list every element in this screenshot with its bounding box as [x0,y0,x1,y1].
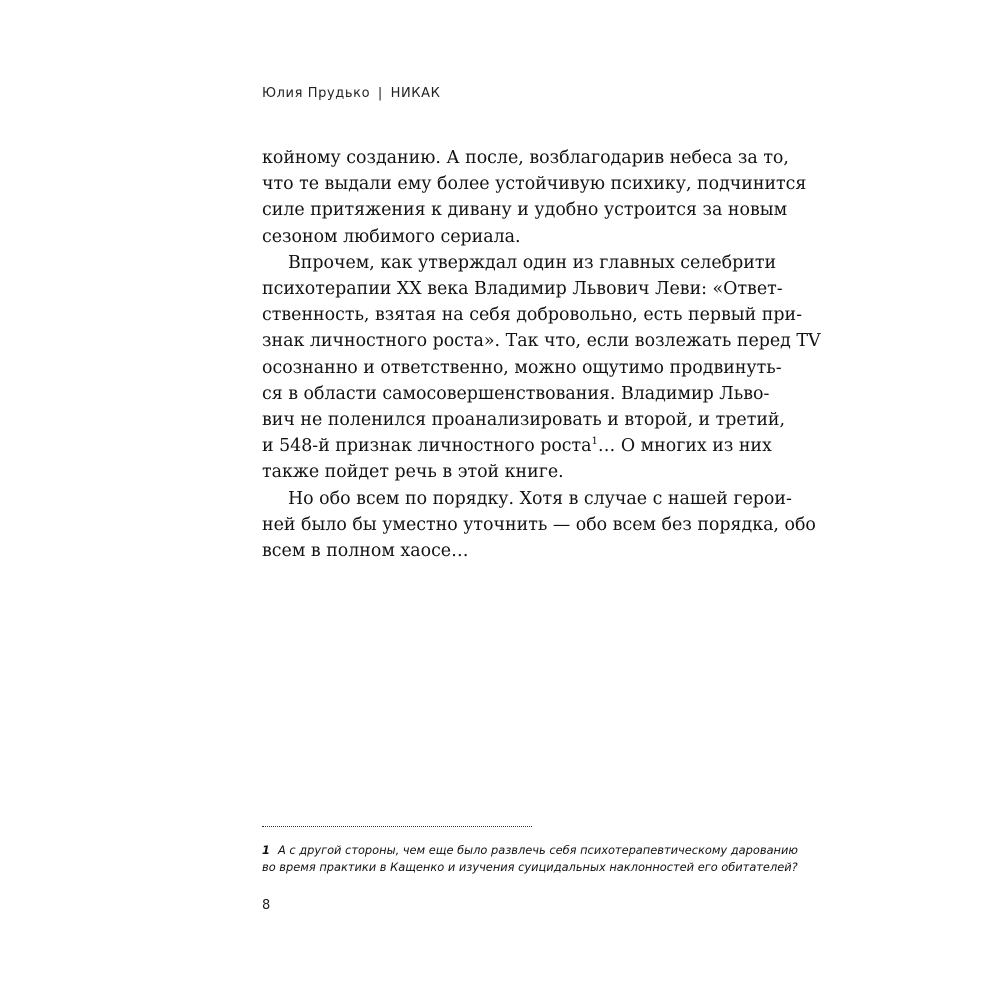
footnote-line: во время практики в Кащенко и изучения суицидальных наклонностей его обитателей? [262,860,798,874]
header-author: Юлия Прудько [262,86,371,101]
footnote-number: 1 [262,843,270,857]
running-header [262,86,440,101]
text-line: сезоном любимого сериала. [262,226,521,247]
text-segment: и 548-й признак личностного роста [262,436,592,457]
text-line: вич не поленился проанализировать и второй, и третий, [262,410,786,431]
text-line: осознанно и ответственно, можно ощутимо продвинуть- [262,357,782,378]
text-line: силе притяжения к дивану и удобно устроится за новым [262,200,788,221]
text-line: также пойдет речь в этой книге. [262,462,564,483]
text-line-with-footnote [262,433,772,459]
text-line: всем в полном хаосе… [262,541,469,562]
page-number: 8 [262,898,271,913]
text-line: ней было бы уместно уточнить — обо всем без порядка, обо [262,514,816,535]
text-line: что те выдали ему более устойчивую психику, подчинится [262,174,807,195]
footnote-text: А с другой стороны, чем еще было развлечь себя психотерапевтическому дарованию [277,843,798,857]
text-line: Но обо всем по порядку. Хотя в случае с нашей герои- [288,488,792,509]
footnote-reference: 1 [591,436,598,448]
footnote [262,842,798,876]
text-line: ся в области самосовершенствования. Владимир Льво- [262,383,770,404]
text-line: койному созданию. А после, возблагодарив небеса за то, [262,148,789,168]
header-separator: | [377,86,383,101]
text-segment: … О многих из них [597,436,772,457]
text-line: знак личностного роста». Так что, если возлежать перед TV [262,331,821,352]
footnote-divider [262,826,532,827]
text-line: Впрочем, как утверждал один из главных селебрити [288,252,777,273]
header-title: НИКАК [390,86,441,101]
text-line: ственность, взятая на себя добровольно, есть первый при- [262,305,802,326]
footnote-line [262,842,798,859]
body-text [262,145,821,564]
text-line: психотерапии XX века Владимир Львович Леви: «Ответ- [262,279,783,300]
